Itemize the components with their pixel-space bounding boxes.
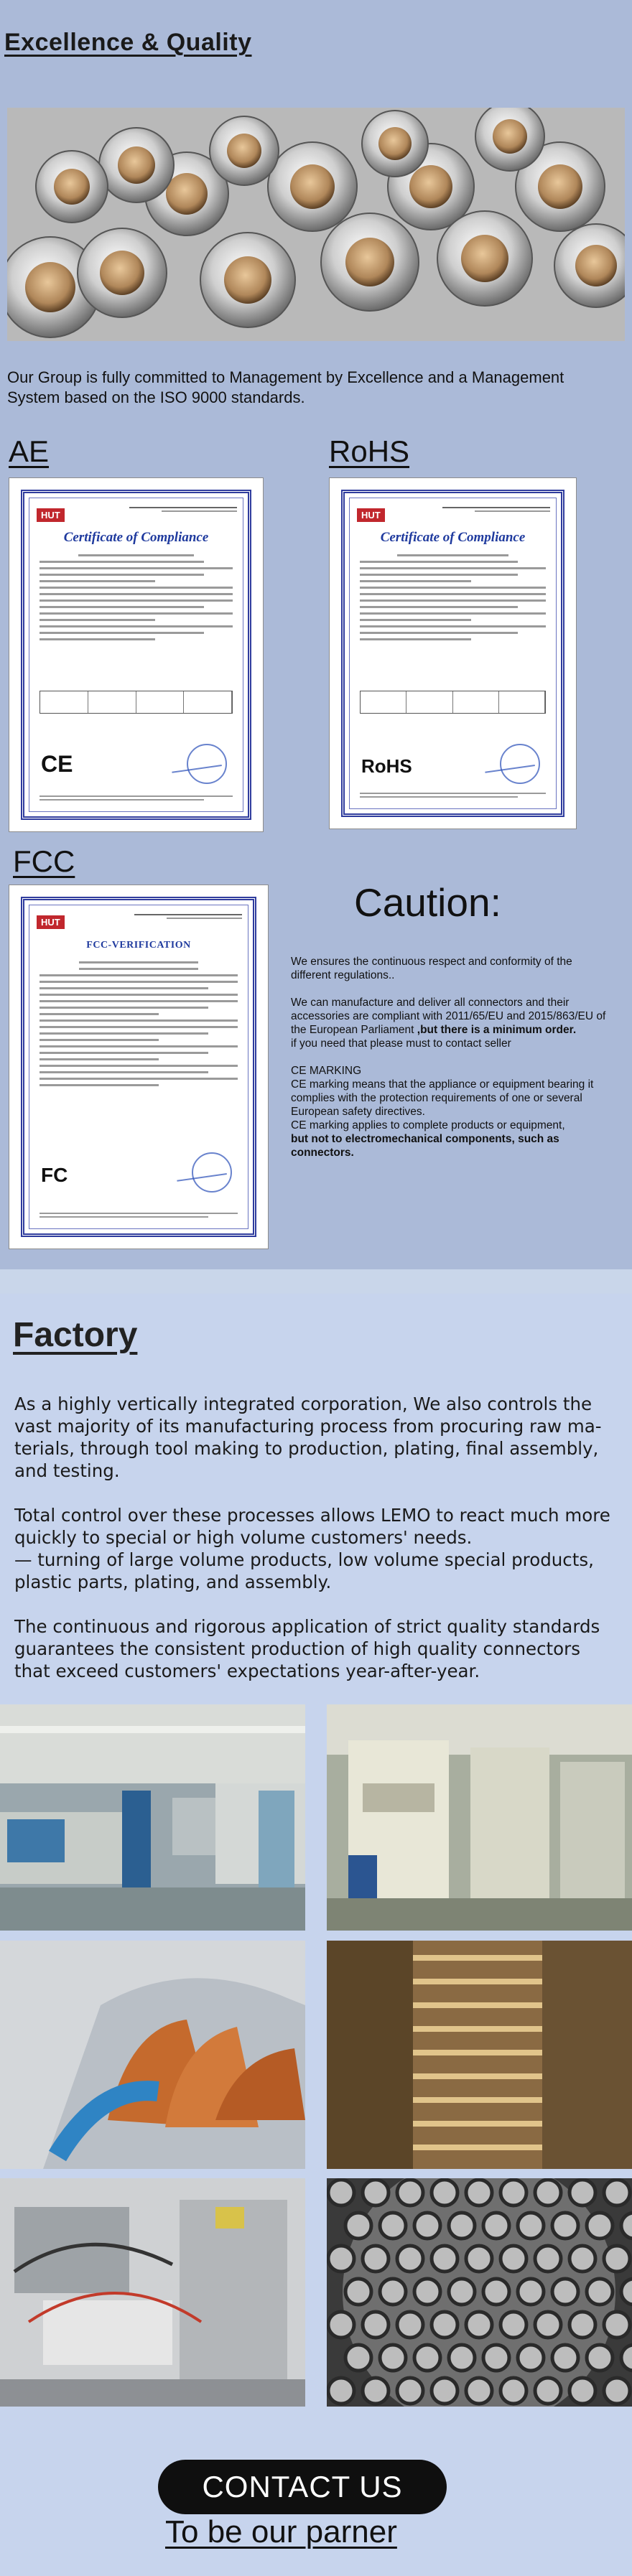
factory-photo-machinery — [0, 2178, 305, 2407]
certificate-title: Certificate of Compliance — [380, 530, 526, 545]
ring-part — [535, 2246, 561, 2272]
ce-marking-bold: but not to electromechanical components, such as connectors. — [291, 1133, 559, 1159]
connector-core — [25, 262, 75, 312]
caution-p3 — [291, 1064, 607, 1159]
pin-shape — [413, 2002, 542, 2008]
pin-shape — [413, 2050, 542, 2055]
certificate-footer — [360, 793, 546, 803]
ring-part — [397, 2246, 423, 2272]
pin-shape — [413, 1955, 542, 1961]
ring-part — [604, 2180, 630, 2206]
ring-part — [621, 2279, 632, 2305]
caution-p2-bold: ,but there is a minimum order. — [417, 1024, 577, 1036]
ring-part — [501, 2378, 526, 2404]
ring-part — [570, 2312, 595, 2338]
connector-core — [224, 256, 271, 304]
quality-section — [0, 0, 632, 1269]
ring-part — [621, 2213, 632, 2239]
ce-marking-line2: CE marking applies to complete products or equipment, — [291, 1119, 565, 1131]
connector-core — [493, 119, 527, 154]
ring-part — [483, 2279, 509, 2305]
certificate-table — [40, 691, 233, 714]
connectors-hero-image — [7, 108, 625, 341]
ring-part — [501, 2180, 526, 2206]
official-stamp — [500, 744, 540, 784]
connector-core — [575, 245, 617, 286]
cert-org-text — [134, 914, 242, 923]
ring-part — [604, 2312, 630, 2338]
ring-part — [328, 2312, 354, 2338]
ring-part — [432, 2180, 457, 2206]
ring-part — [518, 2279, 544, 2305]
hut-logo: HUT — [357, 508, 385, 522]
ring-part — [621, 2345, 632, 2371]
ring-part — [397, 2378, 423, 2404]
ring-part — [432, 2312, 457, 2338]
ring-part — [414, 2279, 440, 2305]
quality-heading: Excellence & Quality — [4, 29, 252, 56]
partner-tagline: To be our parner — [165, 2514, 397, 2549]
connector-core — [118, 146, 155, 184]
ring-part — [604, 2246, 630, 2272]
cert-org-text — [442, 507, 550, 516]
pin-shape — [413, 2073, 542, 2079]
factory-heading: Factory — [13, 1316, 138, 1354]
factory-p1: As a highly vertically integrated corporation, We also controls the vast majority of its manufacturing process from procuring raw ma-terials, through tool making to production, plating, final assembly, and testing. — [14, 1394, 602, 1481]
factory-p3: The continuous and rigorous application of strict quality standards guarantees the consistent production of high quality connectors that exceed customers' expectations year-after-year. — [14, 1616, 600, 1681]
certificate-body-text — [40, 554, 233, 645]
caution-p2 — [291, 996, 607, 1050]
connector-core — [461, 235, 508, 282]
certificate-footer — [40, 1213, 238, 1223]
ring-part — [449, 2345, 475, 2371]
ring-part — [570, 2180, 595, 2206]
connector-core — [345, 238, 394, 286]
ce-mark: CE — [41, 751, 73, 777]
ring-part — [552, 2345, 578, 2371]
rohs-certificate — [329, 477, 577, 829]
pin-shape — [413, 1979, 542, 1984]
connector-core — [290, 164, 335, 209]
ring-part — [380, 2345, 406, 2371]
hut-logo: HUT — [37, 915, 65, 929]
ring-part — [363, 2312, 389, 2338]
ring-part — [587, 2345, 613, 2371]
ring-part — [587, 2213, 613, 2239]
ring-part — [380, 2279, 406, 2305]
ring-part — [570, 2246, 595, 2272]
ring-part — [570, 2378, 595, 2404]
factory-photo-parts-drum — [327, 2178, 632, 2407]
pin-shape — [413, 2026, 542, 2032]
certificate-table — [360, 691, 546, 714]
factory-text — [14, 1393, 610, 1704]
ring-part — [518, 2345, 544, 2371]
ring-part — [535, 2312, 561, 2338]
pin-shape — [413, 2097, 542, 2103]
contact-us-button[interactable]: CONTACT US — [158, 2460, 447, 2514]
caution-text — [291, 955, 607, 1173]
hut-logo: HUT — [37, 508, 65, 522]
official-stamp — [187, 744, 227, 784]
ring-part — [483, 2213, 509, 2239]
caution-title: Caution: — [354, 880, 501, 925]
caution-p1: We ensures the continuous respect and conformity of the different regulations.. — [291, 956, 572, 981]
ring-part — [604, 2378, 630, 2404]
ring-part — [552, 2213, 578, 2239]
official-stamp — [192, 1152, 232, 1193]
ring-part — [466, 2378, 492, 2404]
ring-part — [501, 2312, 526, 2338]
ring-part — [466, 2312, 492, 2338]
ring-part — [432, 2378, 457, 2404]
rohs-mark: RoHS — [361, 755, 412, 777]
caution-p2-tail: if you need that please must to contact seller — [291, 1037, 511, 1050]
ring-part — [363, 2378, 389, 2404]
ring-part — [397, 2180, 423, 2206]
ring-part — [535, 2180, 561, 2206]
fcc-label: FCC — [13, 844, 75, 878]
connector-core — [100, 251, 144, 295]
certificate-title: FCC-VERIFICATION — [86, 940, 191, 951]
ring-part — [345, 2213, 371, 2239]
connector-core — [378, 127, 412, 160]
connector-core — [409, 165, 452, 208]
ring-part — [414, 2345, 440, 2371]
connector-core — [227, 134, 261, 168]
fcc-certificate — [9, 885, 269, 1249]
connector-core — [54, 169, 90, 205]
ring-part — [518, 2213, 544, 2239]
ring-part — [363, 2246, 389, 2272]
caution-p2-plain: We can manufacture and deliver all connectors and their accessories are compliant with 2011/65/EU and 2015/863/EU of the European Parliament — [291, 997, 606, 1036]
ring-part — [328, 2378, 354, 2404]
ring-part — [363, 2180, 389, 2206]
ring-part — [397, 2312, 423, 2338]
connector-core — [166, 173, 208, 215]
ring-part — [414, 2213, 440, 2239]
ce-marking-heading: CE MARKING — [291, 1065, 362, 1077]
ring-part — [535, 2378, 561, 2404]
ring-part — [466, 2246, 492, 2272]
ae-certificate — [9, 477, 264, 832]
factory-photo-press-machines — [327, 1704, 632, 1931]
ring-part — [449, 2279, 475, 2305]
rohs-label: RoHS — [329, 434, 410, 468]
factory-photo-copper-part — [0, 1941, 305, 2169]
ring-part — [345, 2279, 371, 2305]
certificate-body-text — [40, 961, 238, 1091]
factory-photo-pins — [327, 1941, 632, 2169]
ae-label: AE — [9, 434, 50, 468]
certificate-footer — [40, 795, 233, 806]
fc-mark: FC — [41, 1164, 68, 1186]
ring-part — [328, 2246, 354, 2272]
ring-part — [432, 2246, 457, 2272]
factory-p2: Total control over these processes allows LEMO to react much more quickly to special or high volume customers' needs. — turning of large volume products, low volume special products, plastic parts, plating, and assembly. — [14, 1505, 610, 1592]
pin-shape — [413, 2145, 542, 2150]
ring-part — [380, 2213, 406, 2239]
connector-core — [538, 164, 582, 209]
pin-shape — [413, 2121, 542, 2127]
ring-part — [466, 2180, 492, 2206]
quality-intro: Our Group is fully committed to Management by Excellence and a Management System based on the ISO 9000 standards. — [7, 368, 564, 406]
ring-part — [345, 2345, 371, 2371]
factory-photo-workers-machines — [0, 1704, 305, 1931]
certificate-body-text — [360, 554, 546, 645]
ring-part — [587, 2279, 613, 2305]
connectors-illustration — [7, 108, 625, 341]
ring-part — [501, 2246, 526, 2272]
ce-marking-line1: CE marking means that the appliance or equipment bearing it complies with the protection requirements of one or several European safety directives. — [291, 1078, 594, 1118]
ring-part — [552, 2279, 578, 2305]
ring-part — [483, 2345, 509, 2371]
ring-part — [449, 2213, 475, 2239]
ring-part — [328, 2180, 354, 2206]
cert-org-text — [129, 507, 237, 516]
certificate-title: Certificate of Compliance — [63, 530, 209, 545]
